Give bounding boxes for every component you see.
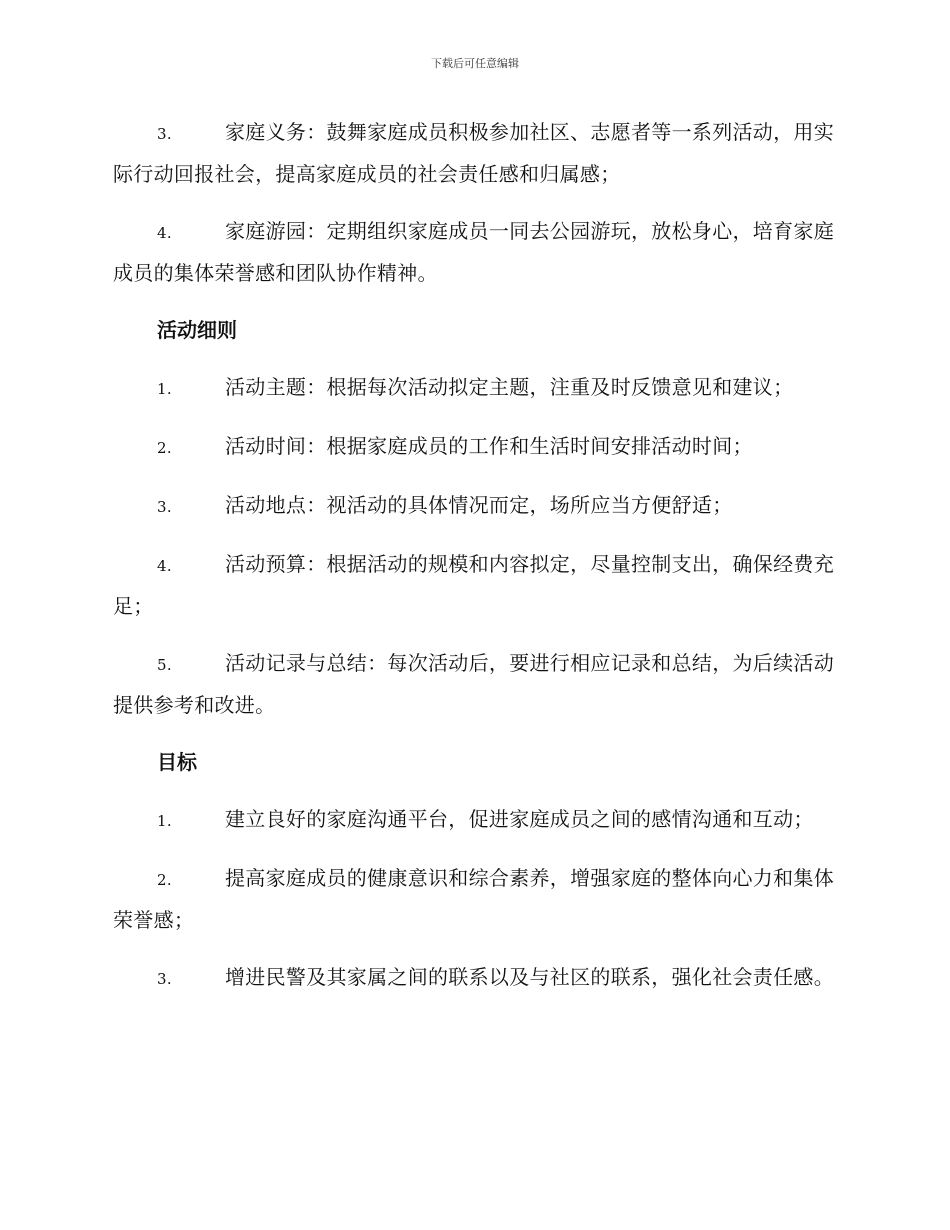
list-text: 建立良好的家庭沟通平台，促进家庭成员之间的感情沟通和互动； bbox=[225, 807, 814, 831]
list-number: 1. bbox=[157, 380, 172, 398]
list-item bbox=[113, 643, 837, 725]
list-text: 活动预算：根据活动的规模和内容拟定，尽量控制支出，确保经费充足； bbox=[113, 552, 834, 618]
list-item bbox=[113, 858, 837, 940]
list-item bbox=[113, 112, 837, 194]
list-item bbox=[113, 544, 837, 626]
section-heading: 活动细则 bbox=[157, 318, 237, 342]
list-text: 活动主题：根据每次活动拟定主题，注重及时反馈意见和建议； bbox=[225, 375, 794, 399]
list-text: 活动时间：根据家庭成员的工作和生活时间安排活动时间； bbox=[225, 434, 753, 458]
list-number: 2. bbox=[157, 871, 172, 889]
list-item bbox=[113, 799, 837, 841]
list-text: 活动地点：视活动的具体情况而定，场所应当方便舒适； bbox=[225, 493, 733, 517]
list-number: 1. bbox=[157, 812, 172, 830]
document-body bbox=[113, 112, 837, 1016]
list-number: 3. bbox=[157, 125, 172, 143]
list-item bbox=[113, 957, 837, 999]
list-item bbox=[113, 367, 837, 409]
section-heading: 目标 bbox=[157, 750, 197, 774]
list-text: 活动记录与总结：每次活动后，要进行相应记录和总结，为后续活动提供参考和改进。 bbox=[113, 651, 834, 717]
list-item bbox=[113, 485, 837, 527]
list-text: 增进民警及其家属之间的联系以及与社区的联系，强化社会责任感。 bbox=[225, 965, 834, 989]
list-number: 2. bbox=[157, 439, 172, 457]
list-number: 4. bbox=[157, 557, 172, 575]
list-text: 家庭义务：鼓舞家庭成员积极参加社区、志愿者等一系列活动，用实际行动回报社会，提高家庭成员的社会责任感和归属感； bbox=[113, 120, 834, 186]
list-number: 4. bbox=[157, 224, 172, 242]
list-number: 3. bbox=[157, 498, 172, 516]
list-item bbox=[113, 426, 837, 468]
list-number: 5. bbox=[157, 656, 172, 674]
page-header: 下载后可任意编辑 bbox=[431, 57, 519, 70]
list-text: 提高家庭成员的健康意识和综合素养，增强家庭的整体向心力和集体荣誉感； bbox=[113, 866, 834, 932]
list-number: 3. bbox=[157, 970, 172, 988]
list-text: 家庭游园：定期组织家庭成员一同去公园游玩，放松身心，培育家庭成员的集体荣誉感和团队协作精神。 bbox=[113, 219, 834, 285]
list-item bbox=[113, 211, 837, 293]
